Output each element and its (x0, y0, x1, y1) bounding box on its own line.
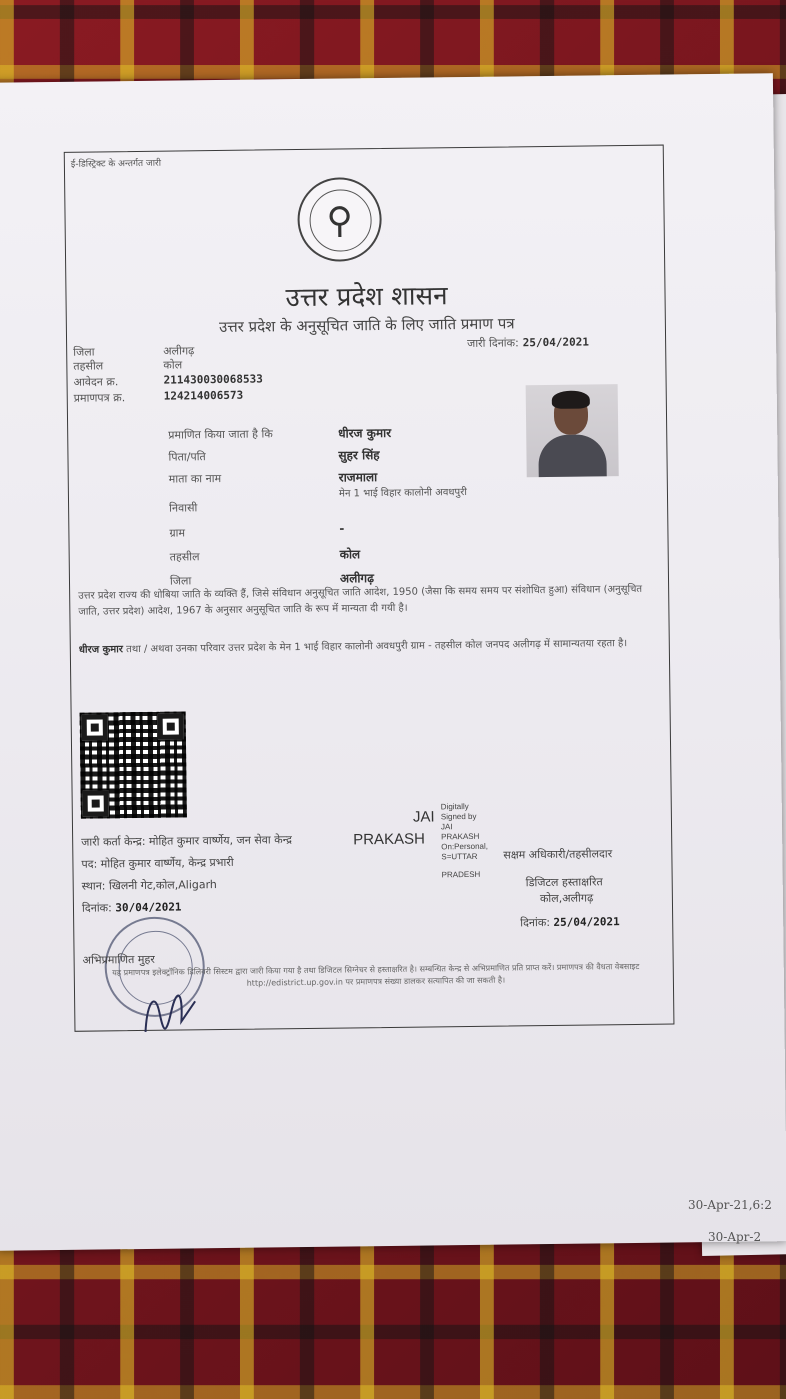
certificate-number: 124214006573 (163, 388, 244, 403)
field-label-district: जिला (169, 574, 192, 588)
verification-qr-code[interactable] (80, 711, 187, 818)
applicant-photo (526, 384, 619, 477)
certificate-frame (64, 145, 675, 1032)
field-value-father: सुहर सिंह (338, 448, 380, 463)
field-label-father: पिता/पति (168, 450, 206, 464)
value-district: अलीगढ़ (163, 344, 195, 358)
label-application-no: आवेदन क्र. (73, 375, 119, 389)
authority-date-line (520, 914, 620, 930)
caste-declaration-paragraph: उत्तर प्रदेश राज्य की धोबिया जाति के व्यक्ति हैं, जिसे संविधान अनुसूचित जाति आदेश, 1950 (जैसा कि समय समय पर संशोधित हुआ) संविधान (अनुसूचित जाति, उत्तर प्रदेश) आदेश, 1967 के अनुसार अनुसूचित जाति के रूप में मान्यता दी गयी है। (78, 583, 643, 618)
certificate-title: उत्तर प्रदेश शासन (285, 281, 448, 314)
field-value-name: धीरज कुमार (338, 425, 392, 441)
ds-line-6: S=UTTAR (441, 851, 478, 862)
field-value-tehsil: कोल (339, 547, 361, 562)
value-tehsil: कोल (163, 358, 183, 372)
authority-date-label: दिनांक: (520, 916, 551, 930)
issuer-date: 30/04/2021 (115, 900, 182, 915)
residence-paragraph-name: धीरज कुमार (78, 644, 123, 656)
ds-line-2: Signed by (440, 811, 477, 822)
up-government-emblem: ⚲ (297, 177, 382, 262)
stamp-label: अभिप्रमाणित मुहर (82, 952, 155, 967)
issuer-place-line (82, 877, 217, 894)
issuer-place-label: स्थान: (81, 879, 106, 893)
certificate-subtitle: उत्तर प्रदेश के अनुसूचित जाति के लिए जाति प्रमाण पत्र (219, 314, 515, 337)
issue-date: 25/04/2021 (522, 335, 590, 350)
issuer-center: जारी कर्ता केन्द्र: मोहित कुमार वार्ष्णेय, जन सेवा केन्द्र (81, 833, 292, 849)
issuer-designation: पद: मोहित कुमार वार्ष्णेय, केन्द्र प्रभारी (81, 855, 234, 871)
authority-title: सक्षम अधिकारी/तहसीलदार (503, 847, 613, 862)
issue-date-line (467, 334, 589, 350)
header-note: ई-डिस्ट्रिक्ट के अन्तर्गत जारी (70, 158, 162, 170)
application-number: 211430030068533 (163, 372, 263, 387)
label-certificate-no: प्रमाणपत्र क्र. (73, 391, 126, 405)
field-label-village: ग्राम (169, 526, 186, 540)
residence-paragraph-text: तथा / अथवा उनका परिवार उत्तर प्रदेश के मेन 1 भाई विहार कालोनी अवधपुरी ग्राम - तहसील कोल जनपद अलीगढ़ में सामान्यतया रहता है। (126, 638, 628, 656)
field-label-mother: माता का नाम (168, 471, 222, 486)
signer-name-jai: JAI (412, 808, 435, 826)
ds-line-5: On:Personal, (441, 841, 489, 852)
issuer-place: खिलनी गेट,कोल,Aligarh (108, 878, 217, 893)
issuer-date-label: दिनांक: (81, 901, 112, 915)
authority-place: कोल,अलीगढ़ (539, 891, 594, 906)
field-label-resident: निवासी (169, 501, 198, 515)
field-value-resident: मेन 1 भाई विहार कालोनी अवधपुरी (338, 486, 467, 500)
residence-paragraph (79, 636, 664, 659)
ds-line-3: JAI (440, 822, 453, 832)
issue-date-label: जारी दिनांक: (467, 336, 519, 350)
scan-timestamp-2: 30-Apr-2 (708, 1230, 762, 1244)
issuer-date-line (82, 900, 182, 916)
ds-line-1: Digitally (440, 801, 469, 812)
field-label-tehsil: तहसील (169, 550, 200, 564)
ds-line-4: PRAKASH (441, 831, 480, 842)
footer-note: यह प्रमाणपत्र इलेक्ट्रॉनिक डिलिवरी सिस्टम द्वारा जारी किया गया है तथा डिजिटल सिग्नेचर से हस्ताक्षरित है। सम्बन्धित केन्द्र से अभिप्रमाणित प्रति प्राप्त करें। प्रमाणपत्र की वैधता वेबसाइट http://edistrict.up.gov.in पर प्रमाणपत्र संख्या डालकर सत्यापित की जा सकती है। (112, 961, 640, 988)
authority-date: 25/04/2021 (553, 915, 620, 929)
signer-name-prakash: PRAKASH (353, 830, 425, 849)
ds-line-7: PRADESH (441, 869, 481, 880)
scan-timestamp-1: 30-Apr-21,6:2 (688, 1198, 772, 1212)
digital-signature-details (441, 801, 512, 880)
label-district: जिला (73, 345, 95, 359)
field-value-district: अलीगढ़ (339, 571, 374, 586)
authority-digital-note: डिजिटल हस्ताक्षरित (525, 875, 603, 890)
field-label-certified: प्रमाणित किया जाता है कि (168, 427, 273, 442)
field-value-mother: राजमाला (338, 470, 378, 485)
label-tehsil: तहसील (73, 359, 104, 373)
field-value-village: - (339, 521, 345, 536)
certificate-paper (0, 73, 786, 1251)
